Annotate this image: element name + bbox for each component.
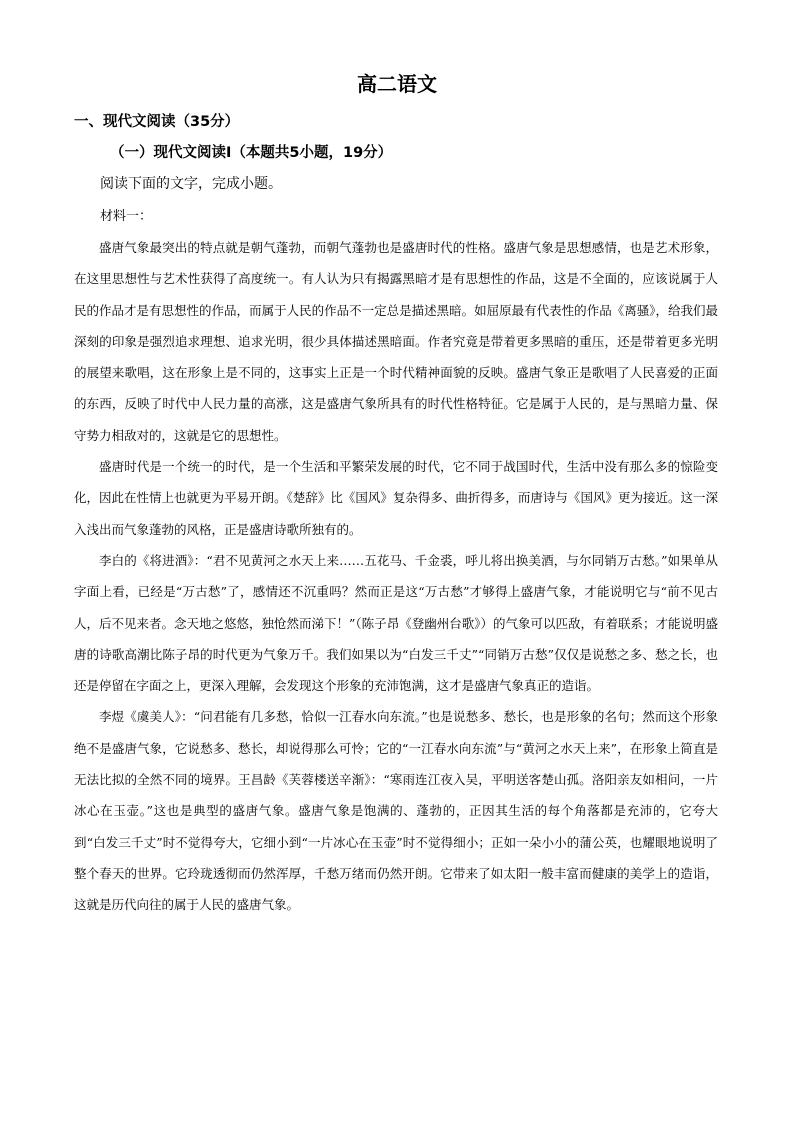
instruction-text: 阅读下面的文字，完成小题。 <box>100 176 282 192</box>
article-body <box>74 232 718 921</box>
subsection-heading: （一）现代文阅读Ⅰ（本题共5小题，19分） <box>110 145 393 161</box>
section-heading: 一、现代文阅读（35分） <box>74 114 240 130</box>
paragraph: 李白的《将进酒》：“君不见黄河之水天上来……五花马、千金裘，呼儿将出换美酒，与尔同销万古愁。”如果单从字面上看，已经是“万古愁”了，感情还不沉重吗？然而正是这“万古愁”才够得上盛唐气象，才能说明它与“前不见古人，后不见来者。念天地之悠悠，独怆然而涕下！”（陈子昂《登幽州台歌》）的气象可以匹敌，有着联系；才能说明盛唐的诗歌高潮比陈子昂的时代更为气象万千。我们如果以为“白发三千丈”“同销万古愁”仅仅是说愁之多、愁之长，也还是停留在字面之上，更深入理解，会发现这个形象的充沛饱满，这才是盛唐气象真正的造诣。 <box>74 552 718 694</box>
material-label: 材料一： <box>100 209 153 224</box>
paragraph: 盛唐气象最突出的特点就是朝气蓬勃，而朝气蓬勃也是盛唐时代的性格。盛唐气象是思想感情，也是艺术形象，在这里思想性与艺术性获得了高度统一。有人认为只有揭露黑暗才是有思想性的作品，这是不全面的，应该说属于人民的作品才是有思想性的作品，而属于人民的作品不一定总是描述黑暗。如屈原最有代表性的作品《离骚》，给我们最深刻的印象是强烈追求理想、追求光明，很少具体描述黑暗面。作者究竟是带着更多黑暗的重压，还是带着更多光明的展望来歌唱，这在形象上是不同的，这事实上正是一个时代精神面貌的反映。盛唐气象正是歌唱了人民喜爱的正面的东西，反映了时代中人民力量的高涨，这是盛唐气象所具有的时代性格特征。它是属于人民的，是与黑暗力量、保守势力相敌对的，这就是它的思想性。 <box>74 240 718 443</box>
page-title: 高二语文 <box>357 72 437 96</box>
paragraph: 盛唐时代是一个统一的时代，是一个生活和平繁荣发展的时代，它不同于战国时代，生活中没有那么多的惊险变化，因此在性情上也就更为平易开朗。《楚辞》比《国风》复杂得多、曲折得多，而唐诗与《国风》更为接近。这一深入浅出而气象蓬勃的风格，正是盛唐诗歌所独有的。 <box>74 459 718 537</box>
paragraph: 李煜《虞美人》：“问君能有几多愁，恰似一江春水向东流。”也是说愁多、愁长，也是形象的名句；然而这个形象绝不是盛唐气象，它说愁多、愁长，却说得那么可怜；它的“一江春水向东流”与“黄河之水天上来”，在形象上简直是无法比拟的全然不同的境界。王昌龄《芙蓉楼送辛渐》：“寒雨连江夜入吴，平明送客楚山孤。洛阳亲友如相问，一片冰心在玉壶。”这也是典型的盛唐气象。盛唐气象是饱满的、蓬勃的，正因其生活的每个角落都是充沛的，它夸大到“白发三千丈”时不觉得夸大，它细小到“一片冰心在玉壶”时不觉得细小；正如一朵小小的蒲公英，也耀眼地说明了整个春天的世界。它玲珑透彻而仍然浑厚，千愁万绪而仍然开朗。它带来了如太阳一般丰富而健康的美学上的造诣，这就是历代向往的属于人民的盛唐气象。 <box>74 709 718 913</box>
